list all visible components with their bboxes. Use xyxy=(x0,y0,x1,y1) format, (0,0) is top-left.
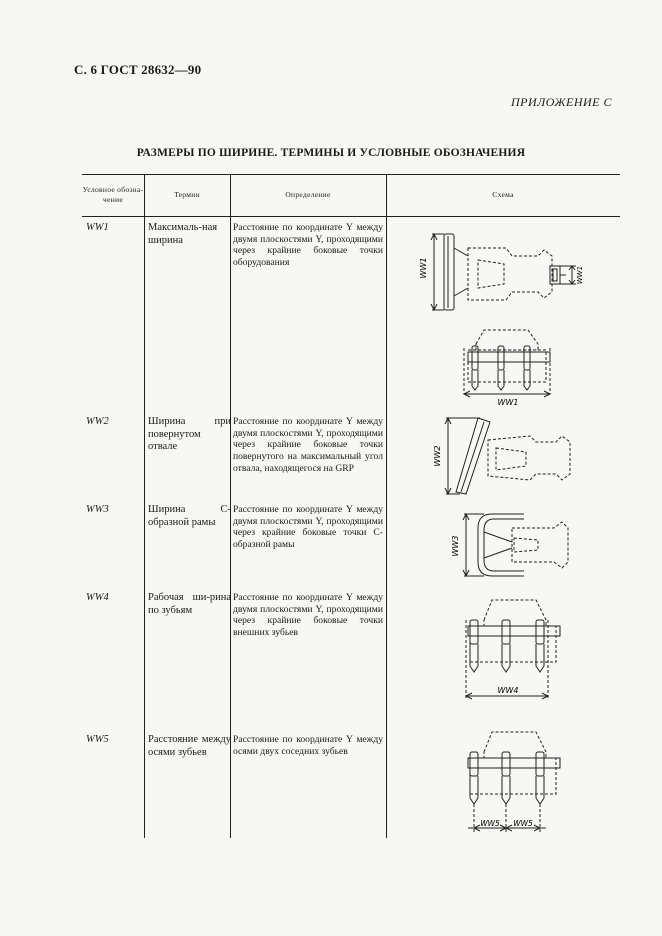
row-definition: Расстояние по координате Y между двумя плоскостями Y, проходящими через крайние боковые точки оборудования xyxy=(233,222,383,269)
scheme-drawing xyxy=(388,510,620,586)
ripper-width-diagram xyxy=(388,596,620,716)
table-header-border xyxy=(82,216,620,217)
row-code: WW3 xyxy=(86,504,109,515)
dimension-label: WW2 xyxy=(433,445,442,467)
dimension-label: WW1 xyxy=(497,398,519,407)
angled-blade-diagram xyxy=(388,416,620,500)
column-divider xyxy=(386,174,387,838)
row-definition: Расстояние по координате Y между осями двух соседних зубьев xyxy=(233,734,383,757)
row-term: Рабочая ши-рина по зубьям xyxy=(148,592,231,616)
column-header-scheme: Схема xyxy=(492,189,514,199)
column-header-code: Условное обозна-чение xyxy=(82,184,144,204)
row-code: WW4 xyxy=(86,592,109,603)
column-divider xyxy=(144,174,145,838)
dimension-label: WW5 xyxy=(480,819,500,828)
page-header: С. 6 ГОСТ 28632—90 xyxy=(74,62,202,77)
dimension-label: WW5 xyxy=(513,819,533,828)
scheme-drawing xyxy=(388,596,620,716)
dimension-label: WW3 xyxy=(451,535,460,557)
row-term: Ширина при повернутом отвале xyxy=(148,416,231,453)
row-definition: Расстояние по координате Y между двумя плоскостями Y, проходящими через крайние боковые точки C-образной рамы xyxy=(233,504,383,551)
row-code: WW1 xyxy=(86,222,109,233)
row-definition: Расстояние по координате Y между двумя плоскостями Y, проходящими через крайние боковые точки внешних зубьев xyxy=(233,592,383,639)
scheme-drawing xyxy=(388,226,620,407)
dozer-width-diagram xyxy=(388,226,620,407)
tooth-spacing-diagram xyxy=(388,728,620,838)
dimension-label: WW1 xyxy=(419,257,428,279)
terms-table xyxy=(82,174,620,838)
row-term: Максималь-ная ширина xyxy=(148,222,218,246)
row-definition: Расстояние по координате Y между двумя плоскостями Y, проходящими через крайние боковые точки повернутого на максимальный угол отвала, находящегося на GRP xyxy=(233,416,383,474)
scheme-drawing xyxy=(388,728,620,838)
appendix-label: ПРИЛОЖЕНИЕ С xyxy=(511,95,612,109)
row-code: WW5 xyxy=(86,734,109,745)
row-code: WW2 xyxy=(86,416,109,427)
dimension-label: WW1 xyxy=(576,265,584,285)
document-title: РАЗМЕРЫ ПО ШИРИНЕ. ТЕРМИНЫ И УСЛОВНЫЕ ОБОЗНАЧЕНИЯ xyxy=(136,147,526,159)
column-header-definition: Определение xyxy=(285,189,331,199)
column-header-term: Термин xyxy=(174,189,200,199)
row-term: Ширина C-образной рамы xyxy=(148,504,231,528)
dimension-label: WW4 xyxy=(497,686,519,695)
row-term: Расстояние между осями зубьев xyxy=(148,734,231,758)
c-frame-diagram xyxy=(388,510,620,586)
scheme-drawing xyxy=(388,416,620,500)
